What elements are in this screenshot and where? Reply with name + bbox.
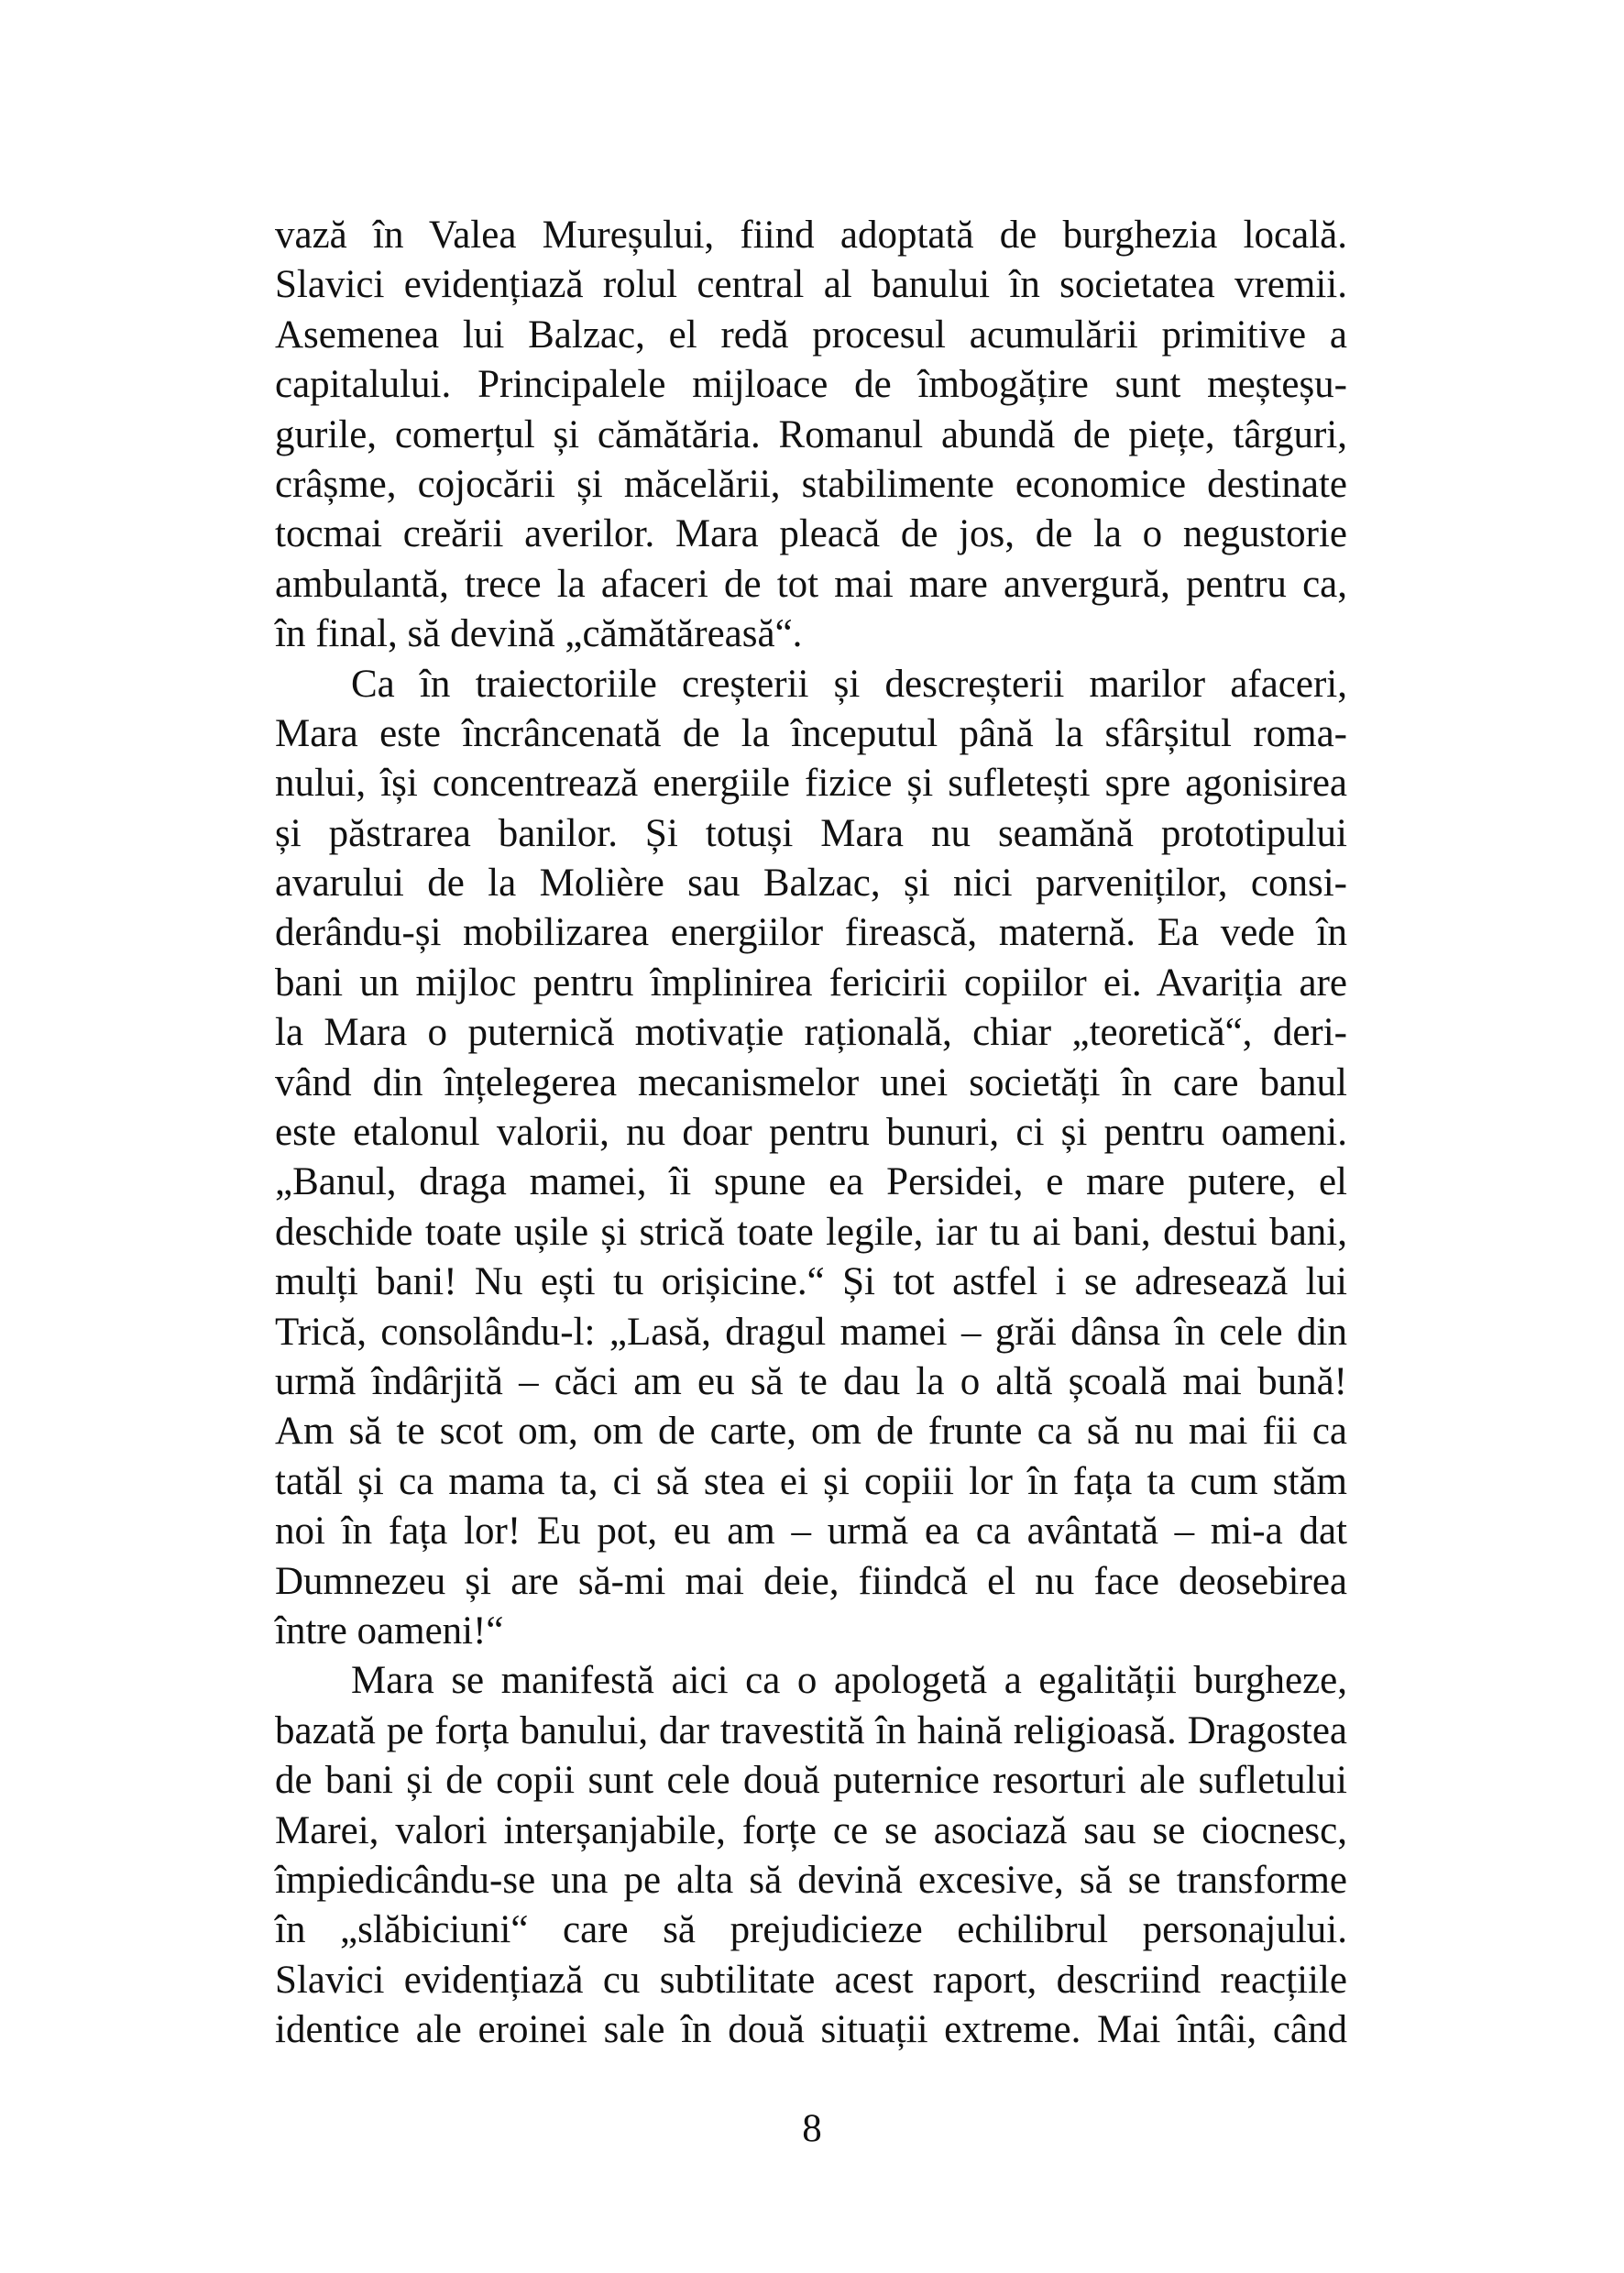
text-line: Slavici evidențiază cu subtilitate acest raport, descriind reacțiile (275, 1958, 1347, 2002)
text-line: deschide toate ușile și strică toate legile, iar tu ai bani, destui bani, (275, 1210, 1347, 1254)
text-line: Ca în traiectoriile creșterii și descreșterii marilor afaceri, (351, 662, 1347, 706)
text-line: tocmai creării averilor. Mara pleacă de jos, de la o negustorie (275, 512, 1347, 556)
text-line: și păstrarea banilor. Și totuși Mara nu seamănă prototipului (275, 811, 1347, 855)
text-line: Am să te scot om, om de carte, om de frunte ca să nu mai fii ca (275, 1410, 1347, 1454)
text-line: este etalonul valorii, nu doar pentru bunuri, ci și pentru oameni. (275, 1111, 1347, 1155)
text-line: Asemenea lui Balzac, el redă procesul acumulării primitive a (275, 313, 1347, 357)
paragraph-3 (275, 1656, 1347, 2055)
text-line: derându-și mobilizarea energiilor firească, maternă. Ea vede în (275, 911, 1347, 955)
text-line: „Banul, draga mamei, îi spune ea Persidei, e mare putere, el (275, 1160, 1347, 1204)
text-line: de bani și de copii sunt cele două puternice resorturi ale sufletului (275, 1759, 1347, 1803)
page-number: 8 (802, 2107, 822, 2150)
text-line: în „slăbiciuni“ care să prejudicieze echilibrul personajului. (275, 1908, 1347, 1952)
text-line: gurile, comerțul și cămătăria. Romanul abundă de piețe, târguri, (275, 412, 1347, 456)
text-line: nului, își concentrează energiile fizice și sufletești spre agonisirea (275, 762, 1347, 806)
text-line: vază în Valea Mureșului, fiind adoptată de burghezia locală. (275, 214, 1347, 257)
text-line: la Mara o puternică motivație rațională, chiar „teoretică“, deri- (275, 1011, 1347, 1055)
text-line: ambulantă, trece la afaceri de tot mai mare anvergură, pentru ca, (275, 562, 1347, 606)
text-line: bazată pe forța banului, dar travestită în haină religioasă. Dragostea (275, 1708, 1347, 1752)
text-line: bani un mijloc pentru împlinirea fericirii copiilor ei. Avariția are (275, 961, 1347, 1005)
text-line: avarului de la Molière sau Balzac, și nici parveniților, consi- (275, 862, 1347, 906)
paragraph-1 (275, 211, 1347, 660)
text-line: Mara este încrâncenată de la începutul până la sfârșitul roma- (275, 711, 1347, 755)
body-text (275, 211, 1347, 2055)
text-line: identice ale eroinei sale în două situații extreme. Mai întâi, când (275, 2008, 1347, 2052)
text-line: între oameni!“ (275, 1609, 504, 1653)
text-line: tatăl și ca mama ta, ci să stea ei și copiii lor în fața ta cum stăm (275, 1459, 1347, 1503)
text-line: împiedicându-se una pe alta să devină excesive, să se transforme (275, 1858, 1347, 1902)
text-line: Marei, valori interșanjabile, forțe ce se asociază sau se ciocnesc, (275, 1808, 1347, 1852)
text-line: Trică, consolându-l: „Lasă, dragul mamei – grăi dânsa în cele din (275, 1310, 1347, 1354)
text-line: Slavici evidențiază rolul central al banului în societatea vremii. (275, 263, 1347, 307)
text-line: urmă îndârjită – căci am eu să te dau la o altă școală mai bună! (275, 1359, 1347, 1403)
text-line: Dumnezeu și are să-mi mai deie, fiindcă el nu face deosebirea (275, 1559, 1347, 1603)
text-line: Mara se manifestă aici ca o apologetă a egalității burgheze, (351, 1659, 1347, 1703)
text-line: în final, să devină „cămătăreasă“. (275, 612, 803, 656)
text-line: crâșme, cojocării și măcelării, stabilimente economice destinate (275, 462, 1347, 506)
text-line: vând din înțelegerea mecanismelor unei societăți în care banul (275, 1060, 1347, 1104)
text-line: capitalului. Principalele mijloace de îmbogățire sunt meșteșu- (275, 363, 1347, 407)
text-line: mulți bani! Nu ești tu orișicine.“ Și tot astfel i se adresează lui (275, 1260, 1347, 1304)
text-line: noi în fața lor! Eu pot, eu am – urmă ea ca avântată – mi-a dat (275, 1510, 1347, 1554)
paragraph-2 (275, 660, 1347, 1657)
